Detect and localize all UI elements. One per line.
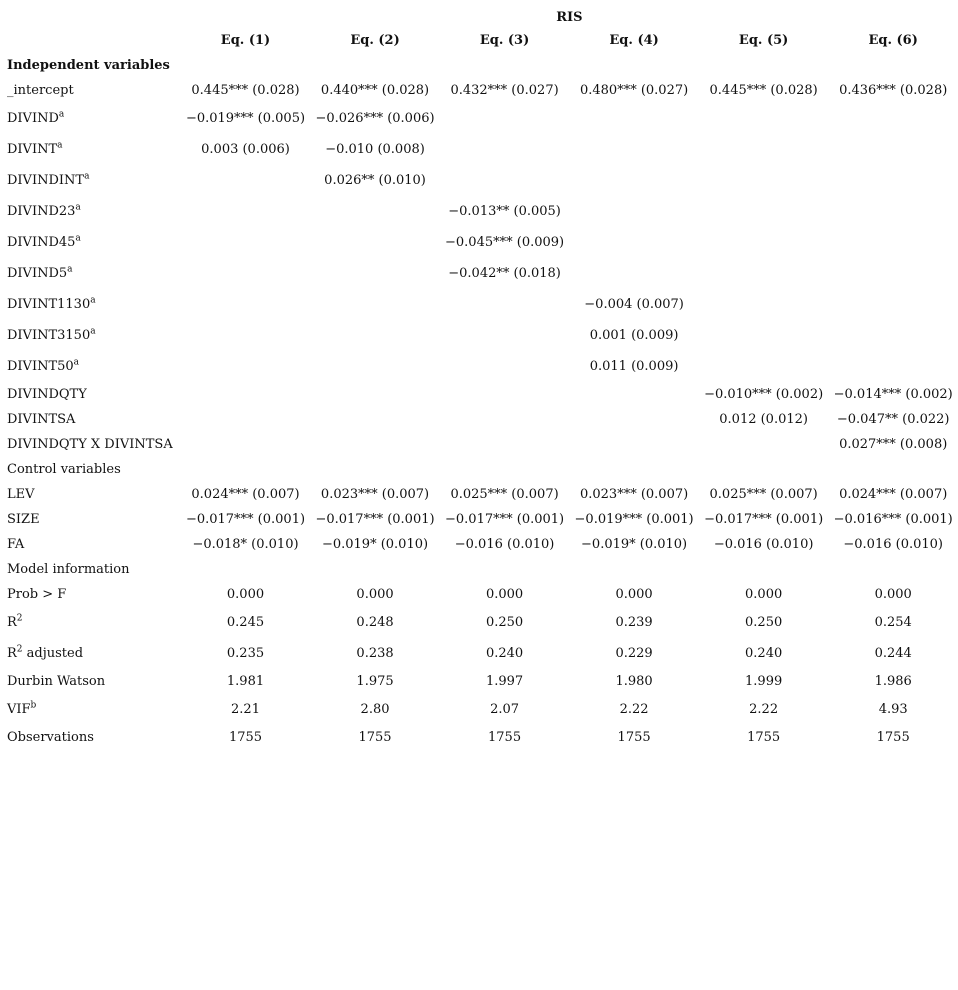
variable-label [0, 78, 181, 103]
coefficient-cell [181, 351, 311, 382]
coefficient-cell [440, 134, 570, 165]
variable-row [0, 482, 958, 507]
coefficient-cell: 0.248 [356, 615, 394, 630]
coefficient-cell [828, 103, 958, 134]
coefficient-cell: −0.026*** (0.006) [315, 111, 435, 126]
coefficient-cell [181, 165, 311, 196]
coefficient-cell [181, 258, 311, 289]
coefficient-cell: 0.023*** (0.007) [320, 487, 430, 502]
coefficient-cell [310, 351, 440, 382]
coefficient-cell [569, 53, 699, 78]
coefficient-cell: 4.93 [878, 702, 908, 717]
superscript-note: a [73, 357, 80, 368]
superscript-note: a [58, 109, 65, 120]
coefficient-cell: 0.235 [226, 646, 265, 661]
variable-row [0, 507, 958, 532]
variable-name: DIVINDINT [7, 173, 85, 188]
coefficient-cell: 0.240 [485, 646, 524, 661]
coefficient-cell [828, 557, 958, 582]
coefficient-cell: 0.436*** (0.028) [839, 83, 948, 98]
coefficient-cell: 1.980 [615, 674, 653, 689]
variable-label [0, 669, 181, 694]
coefficient-cell: 1755 [358, 730, 392, 745]
coefficient-cell: −0.047** (0.022) [836, 412, 950, 427]
coefficient-cell: 1755 [488, 730, 522, 745]
coefficient-cell [699, 53, 829, 78]
variable-label [0, 532, 181, 557]
coefficient-cell: 0.000 [745, 587, 783, 602]
coefficient-cell [440, 289, 570, 320]
variable-name: DIVINT1130 [7, 297, 91, 312]
variable-row [0, 134, 958, 165]
coefficient-cell: −0.016 (0.010) [713, 537, 814, 552]
equation-header-row [0, 28, 958, 53]
coefficient-cell [699, 320, 829, 351]
coefficient-cell [440, 432, 570, 457]
coefficient-cell [699, 196, 829, 227]
variable-name: SIZE [7, 512, 40, 527]
coefficient-cell: −0.004 (0.007) [584, 297, 684, 312]
coefficient-cell [828, 457, 958, 482]
variable-name: Independent variables [7, 58, 170, 73]
coefficient-cell [310, 289, 440, 320]
variable-row [0, 669, 958, 694]
variable-label [0, 482, 181, 507]
coefficient-cell: 0.023*** (0.007) [579, 487, 689, 502]
variable-row [0, 407, 958, 432]
variable-row [0, 582, 958, 607]
coefficient-cell: −0.010 (0.008) [325, 142, 425, 157]
coefficient-cell: 0.240 [745, 646, 783, 661]
coefficient-cell [181, 320, 311, 351]
variable-label [0, 725, 181, 750]
superscript-note: a [90, 295, 96, 306]
coefficient-cell: 0.025*** (0.007) [709, 487, 818, 502]
variable-row [0, 532, 958, 557]
coefficient-cell: 1.981 [226, 674, 265, 689]
variable-name: DIVIND [7, 111, 59, 126]
coefficient-cell: 0.480*** (0.027) [579, 83, 689, 98]
equation-header: Eq. (2) [350, 33, 400, 48]
coefficient-cell [310, 382, 440, 407]
coefficient-cell: −0.014*** (0.002) [833, 387, 953, 402]
variable-row [0, 289, 958, 320]
coefficient-cell: −0.017*** (0.001) [185, 512, 306, 527]
coefficient-cell [699, 227, 829, 258]
coefficient-cell: 0.024*** (0.007) [191, 487, 300, 502]
coefficient-cell: 1755 [876, 730, 910, 745]
dependent-variable-label: RIS [556, 9, 583, 25]
coefficient-cell [310, 320, 440, 351]
variable-row [0, 725, 958, 750]
coefficient-cell: −0.016 (0.010) [454, 537, 555, 552]
coefficient-cell [699, 351, 829, 382]
coefficient-cell: 0.026** (0.010) [324, 173, 426, 188]
coefficient-cell: 0.432*** (0.027) [450, 83, 559, 98]
coefficient-cell [828, 320, 958, 351]
variable-name: DIVINDQTY X DIVINTSA [7, 437, 173, 452]
coefficient-cell [569, 165, 699, 196]
coefficient-cell: −0.017*** (0.001) [704, 512, 824, 527]
coefficient-cell [440, 557, 570, 582]
variable-label [0, 432, 181, 457]
coefficient-cell [181, 457, 311, 482]
variable-row [0, 78, 958, 103]
variable-row [0, 351, 958, 382]
variable-name: DIVINT3150 [7, 328, 91, 343]
coefficient-cell [440, 320, 570, 351]
coefficient-cell [310, 196, 440, 227]
coefficient-cell: 1755 [617, 730, 651, 745]
coefficient-cell: 0.027*** (0.008) [839, 437, 948, 452]
superscript-note: a [67, 264, 73, 275]
coefficient-cell: −0.016*** (0.001) [833, 512, 953, 527]
variable-name: DIVINT [7, 142, 58, 157]
variable-label [0, 227, 181, 258]
variable-label [0, 382, 181, 407]
coefficient-cell [440, 351, 570, 382]
variable-name: DIVINDQTY [7, 387, 87, 402]
coefficient-cell [569, 258, 699, 289]
coefficient-cell: 0.445*** (0.028) [191, 83, 300, 98]
coefficient-cell: −0.019* (0.010) [321, 537, 429, 552]
variable-name: R [7, 646, 17, 661]
variable-name: Durbin Watson [7, 674, 106, 689]
equation-header: Eq. (3) [479, 33, 530, 48]
section-header-row [0, 53, 958, 78]
coefficient-cell: 0.025*** (0.007) [450, 487, 559, 502]
coefficient-cell [569, 196, 699, 227]
variable-name-suffix: adjusted [22, 646, 84, 661]
variable-row [0, 165, 958, 196]
coefficient-cell [181, 407, 311, 432]
coefficient-cell: 0.001 (0.009) [589, 328, 679, 343]
coefficient-cell [828, 134, 958, 165]
coefficient-cell [828, 351, 958, 382]
superscript-note: a [75, 202, 81, 213]
variable-name: Model information [7, 562, 130, 577]
variable-label [0, 582, 181, 607]
coefficient-cell: −0.018* (0.010) [192, 537, 299, 552]
variable-label [0, 134, 181, 165]
coefficient-cell [440, 165, 570, 196]
coefficient-cell [310, 457, 440, 482]
coefficient-cell [828, 227, 958, 258]
coefficient-cell: 0.024*** (0.007) [839, 487, 948, 502]
variable-name: Observations [7, 730, 94, 745]
superscript-note: 2 [16, 644, 23, 655]
variable-label [0, 289, 181, 320]
equation-header: Eq. (5) [738, 33, 789, 48]
variable-label [0, 196, 181, 227]
equation-header: Eq. (4) [609, 33, 659, 48]
coefficient-cell [310, 53, 440, 78]
coefficient-cell: 2.07 [490, 702, 520, 717]
coefficient-cell: 2.80 [360, 702, 390, 717]
coefficient-cell: −0.042** (0.018) [448, 266, 561, 281]
variable-label [0, 320, 181, 351]
coefficient-cell: 1755 [228, 730, 263, 745]
coefficient-cell [181, 557, 311, 582]
superscript-note: 2 [16, 613, 23, 624]
coefficient-cell [569, 382, 699, 407]
coefficient-cell [569, 407, 699, 432]
coefficient-cell [828, 258, 958, 289]
coefficient-cell [569, 557, 699, 582]
section-label [0, 557, 181, 582]
coefficient-cell: 0.238 [356, 646, 394, 661]
section-header-row [0, 457, 958, 482]
coefficient-cell [440, 53, 570, 78]
coefficient-cell: 0.245 [226, 615, 265, 630]
variable-row [0, 103, 958, 134]
coefficient-cell: 0.250 [745, 615, 783, 630]
superscript-note: a [57, 140, 63, 151]
coefficient-cell [310, 432, 440, 457]
variable-label [0, 607, 181, 638]
variable-label [0, 407, 181, 432]
coefficient-cell [699, 165, 829, 196]
coefficient-cell: 0.000 [485, 587, 524, 602]
coefficient-cell: −0.019*** (0.005) [185, 111, 306, 126]
coefficient-cell [569, 134, 699, 165]
variable-label [0, 694, 181, 725]
variable-label [0, 258, 181, 289]
variable-row [0, 258, 958, 289]
coefficient-cell [699, 557, 829, 582]
coefficient-cell [699, 432, 829, 457]
variable-name: _intercept [7, 83, 74, 98]
coefficient-cell [181, 432, 311, 457]
variable-name: VIF [7, 702, 31, 717]
coefficient-cell: −0.019*** (0.001) [574, 512, 694, 527]
coefficient-cell [828, 165, 958, 196]
coefficient-cell [310, 227, 440, 258]
coefficient-cell: 0.239 [615, 615, 653, 630]
coefficient-cell [440, 457, 570, 482]
coefficient-cell: −0.045*** (0.009) [445, 235, 565, 250]
coefficient-cell: 0.250 [485, 615, 524, 630]
coefficient-cell [181, 289, 311, 320]
coefficient-cell [440, 407, 570, 432]
coefficient-cell [699, 103, 829, 134]
coefficient-cell: 2.22 [749, 702, 779, 717]
coefficient-cell [569, 457, 699, 482]
coefficient-cell: 1.997 [485, 674, 524, 689]
coefficient-cell: 2.22 [619, 702, 649, 717]
coefficient-cell: 0.445*** (0.028) [709, 83, 818, 98]
coefficient-cell: 0.000 [226, 587, 265, 602]
coefficient-cell: 0.244 [874, 646, 912, 661]
coefficient-cell [828, 196, 958, 227]
coefficient-cell: 2.21 [231, 702, 260, 717]
section-header-row [0, 557, 958, 582]
variable-name: R [7, 615, 17, 630]
coefficient-cell: 1.975 [356, 674, 394, 689]
variable-name: DIVIND5 [7, 266, 68, 281]
coefficient-cell [699, 289, 829, 320]
variable-row [0, 638, 958, 669]
variable-name: DIVIND45 [7, 235, 76, 250]
superscript-note: b [30, 700, 37, 711]
coefficient-cell [699, 134, 829, 165]
coefficient-cell: 0.012 (0.012) [719, 412, 808, 427]
coefficient-cell: 0.254 [874, 615, 912, 630]
coefficient-cell [699, 457, 829, 482]
coefficient-cell: −0.017*** (0.001) [445, 512, 565, 527]
coefficient-cell: −0.013** (0.005) [448, 204, 561, 219]
equation-header: Eq. (6) [868, 33, 918, 48]
coefficient-cell [440, 103, 570, 134]
variable-name: DIVINTSA [7, 412, 76, 427]
variable-row [0, 320, 958, 351]
variable-name: FA [7, 537, 25, 552]
variable-name: DIVIND23 [7, 204, 76, 219]
superscript-note: a [90, 326, 96, 337]
coefficient-cell [181, 53, 311, 78]
variable-label [0, 638, 181, 669]
variable-name: Prob > F [7, 587, 67, 602]
superscript-note: a [84, 171, 90, 182]
coefficient-cell [310, 407, 440, 432]
coefficient-cell: −0.017*** (0.001) [315, 512, 435, 527]
coefficient-cell [181, 227, 311, 258]
section-label [0, 53, 181, 78]
coefficient-cell [828, 53, 958, 78]
coefficient-cell: 0.003 (0.006) [201, 142, 290, 157]
variable-label [0, 165, 181, 196]
coefficient-cell [181, 196, 311, 227]
variable-label [0, 507, 181, 532]
section-label [0, 457, 181, 482]
variable-row [0, 694, 958, 725]
coefficient-cell: 0.000 [615, 587, 653, 602]
coefficient-cell [310, 258, 440, 289]
coefficient-cell: −0.019* (0.010) [581, 537, 688, 552]
variable-label [0, 351, 181, 382]
coefficient-cell: 0.011 (0.009) [589, 359, 679, 374]
variable-row [0, 607, 958, 638]
coefficient-cell: 1.986 [874, 674, 912, 689]
regression-table [0, 6, 958, 750]
variable-row [0, 227, 958, 258]
coefficient-cell [569, 432, 699, 457]
coefficient-cell: 0.000 [874, 587, 912, 602]
coefficient-cell [699, 258, 829, 289]
coefficient-cell [828, 289, 958, 320]
coefficient-cell: 0.440*** (0.028) [320, 83, 430, 98]
coefficient-cell: 0.000 [356, 587, 394, 602]
variable-name: Control variables [7, 462, 121, 477]
coefficient-cell: −0.010*** (0.002) [704, 387, 824, 402]
variable-label [0, 103, 181, 134]
coefficient-cell [310, 557, 440, 582]
variable-row [0, 432, 958, 457]
coefficient-cell [569, 103, 699, 134]
superscript-note: a [75, 233, 81, 244]
variable-row [0, 382, 958, 407]
coefficient-cell: 1755 [747, 730, 781, 745]
equation-header: Eq. (1) [220, 33, 271, 48]
coefficient-cell: 0.229 [615, 646, 653, 661]
coefficient-cell [440, 382, 570, 407]
variable-name: LEV [7, 487, 35, 502]
variable-name: DIVINT50 [7, 359, 74, 374]
variable-row [0, 196, 958, 227]
coefficient-cell [181, 382, 311, 407]
coefficient-cell: −0.016 (0.010) [843, 537, 943, 552]
dependent-variable-row [0, 6, 958, 28]
coefficient-cell [569, 227, 699, 258]
coefficient-cell: 1.999 [745, 674, 783, 689]
